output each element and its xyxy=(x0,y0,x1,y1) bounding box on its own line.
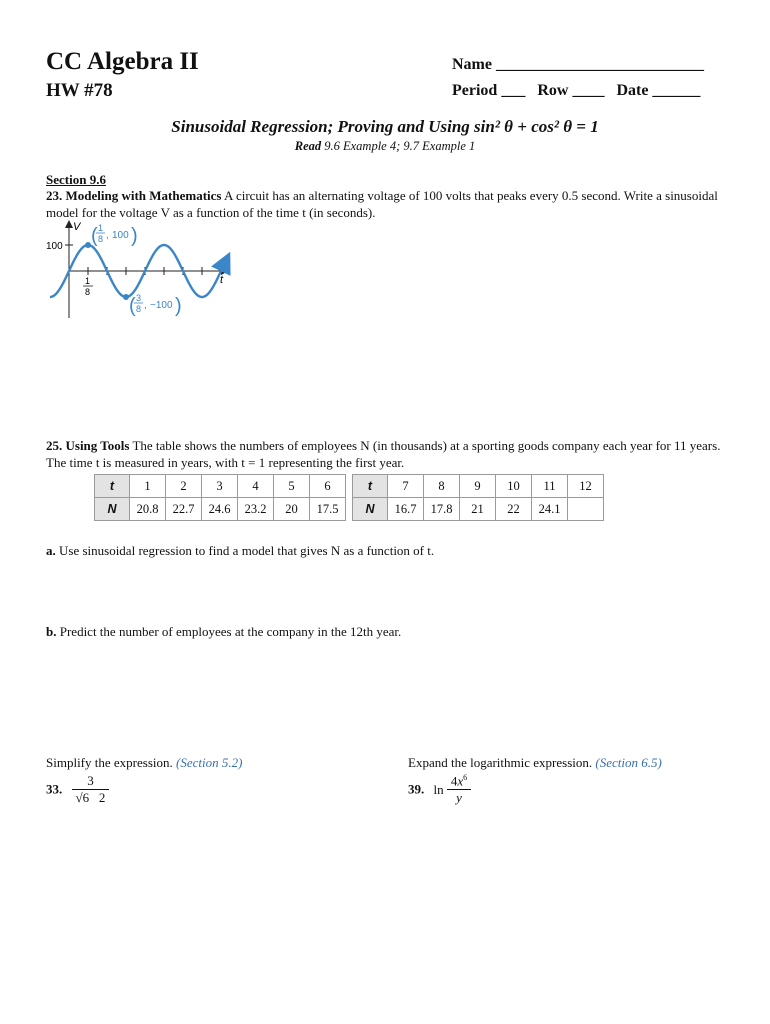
table-cell: 20 xyxy=(274,498,310,521)
table-cell: 23.2 xyxy=(238,498,274,521)
part-b-text: Predict the number of employees at the company in the 12th year. xyxy=(59,624,402,639)
x-tick-denominator: 8 xyxy=(85,287,91,297)
table-cell: 10 xyxy=(496,475,532,498)
homework-number: HW #78 xyxy=(46,80,113,101)
table-cell: 12 xyxy=(568,475,604,498)
table-cell: 3 xyxy=(202,475,238,498)
date-blank: ______ xyxy=(652,82,701,99)
expand-instruction xyxy=(408,754,738,771)
table-cell: 22 xyxy=(496,498,532,521)
row-blank: ____ xyxy=(572,82,605,99)
period-label: Period xyxy=(452,82,498,99)
read-label: Read xyxy=(294,139,322,153)
simplify-section-ref: (Section 5.2) xyxy=(176,755,243,770)
problem-33-fraction xyxy=(72,773,110,806)
svg-text:100: 100 xyxy=(112,230,129,241)
x-tick-numerator: 1 xyxy=(85,276,91,286)
table-cell: 20.8 xyxy=(130,498,166,521)
question-25-title: 25. Using Tools xyxy=(46,438,130,453)
svg-text:(: ( xyxy=(91,225,98,247)
fraction-numerator: $4x^6$ xyxy=(450,773,468,789)
table-cell: 1 xyxy=(130,475,166,498)
part-b-label: b. xyxy=(46,624,57,639)
name-line xyxy=(452,56,704,74)
table-cell: 17.5 xyxy=(310,498,346,521)
table-cell: 5 xyxy=(274,475,310,498)
part-a-text: Use sinusoidal regression to find a model that gives N as a function of t. xyxy=(59,543,435,558)
svg-text:,: , xyxy=(106,230,109,241)
question-23-title: 23. Modeling with Mathematics xyxy=(46,188,222,203)
table-cell: 9 xyxy=(460,475,496,498)
table-cell xyxy=(568,498,604,521)
problem-33 xyxy=(46,773,109,806)
question-25 xyxy=(46,437,726,471)
table-cell: 17.8 xyxy=(424,498,460,521)
y-tick-label: 100 xyxy=(46,241,63,252)
table-cell: 24.6 xyxy=(202,498,238,521)
name-blank: __________________________ xyxy=(495,56,704,73)
question-23 xyxy=(46,187,726,221)
simplify-instruction xyxy=(46,754,376,771)
row-label: Row xyxy=(537,82,569,99)
problem-39-fraction xyxy=(447,773,471,806)
svg-text:8: 8 xyxy=(98,234,104,244)
table-cell: 6 xyxy=(310,475,346,498)
table-row xyxy=(95,475,346,498)
fraction-numerator: 3 xyxy=(87,773,94,788)
peak-label xyxy=(91,223,138,247)
table-cell: 8 xyxy=(424,475,460,498)
voltage-graph xyxy=(40,218,240,323)
svg-text:1: 1 xyxy=(98,223,104,233)
t-axis-label: t xyxy=(220,274,224,286)
question-25-text: The table shows the numbers of employees N (in thousands) at a sporting goods company each year for 11 years. The time t is measured in years, with t = 1 representing the first year. xyxy=(46,438,721,470)
svg-text:(: ( xyxy=(129,295,136,317)
svg-text:8: 8 xyxy=(136,304,142,314)
table-cell: 11 xyxy=(532,475,568,498)
problem-33-number: 33. xyxy=(46,781,63,797)
svg-text:3: 3 xyxy=(136,293,142,303)
table-cell: 2 xyxy=(166,475,202,498)
n-header: N xyxy=(353,498,388,521)
table-row xyxy=(353,475,604,498)
question-23-text: A circuit has an alternating voltage of 100 volts that peaks every 0.5 second. Write a sinusoidal model for the voltage V as a function of the time t (in seconds). xyxy=(46,188,718,220)
problem-39 xyxy=(408,773,471,806)
t-header: t xyxy=(353,475,388,498)
v-axis-label: V xyxy=(73,221,81,233)
table-cell: 4 xyxy=(238,475,274,498)
table-row xyxy=(353,498,604,521)
svg-text:): ) xyxy=(175,295,182,317)
svg-text:): ) xyxy=(131,225,138,247)
expand-instruction-text: Expand the logarithmic expression. xyxy=(408,755,593,770)
n-header: N xyxy=(95,498,130,521)
svg-text:−100: −100 xyxy=(150,300,173,311)
table-row xyxy=(95,498,346,521)
period-row-date-line xyxy=(452,82,700,100)
svg-text:,: , xyxy=(144,300,147,311)
date-label: Date xyxy=(616,82,649,99)
expand-section-ref: (Section 6.5) xyxy=(595,755,662,770)
part-a-label: a. xyxy=(46,543,56,558)
assignment-title: Sinusoidal Regression; Proving and Using sin² θ + cos² θ = 1 xyxy=(171,117,599,136)
table-cell: 16.7 xyxy=(388,498,424,521)
question-25-part-b xyxy=(46,623,726,640)
trough-label xyxy=(129,293,182,317)
t-header: t xyxy=(95,475,130,498)
table-cell: 7 xyxy=(388,475,424,498)
question-25-part-a xyxy=(46,542,726,559)
employee-table-right xyxy=(352,474,604,521)
table-cell: 21 xyxy=(460,498,496,521)
section-heading: Section 9.6 xyxy=(46,172,106,187)
read-text: 9.6 Example 4; 9.7 Example 1 xyxy=(324,139,476,153)
name-label: Name xyxy=(452,56,492,73)
course-title: CC Algebra II xyxy=(46,48,199,75)
table-cell: 24.1 xyxy=(532,498,568,521)
problem-39-number: 39. xyxy=(408,781,425,797)
period-blank: ___ xyxy=(501,82,526,99)
fraction-denominator: √6 2 xyxy=(72,789,110,806)
table-cell: 22.7 xyxy=(166,498,202,521)
simplify-instruction-text: Simplify the expression. xyxy=(46,755,173,770)
fraction-denominator: y xyxy=(447,789,471,806)
reading-assignment xyxy=(0,139,770,154)
ln-operator: ln xyxy=(433,781,444,797)
employee-table-left xyxy=(94,474,346,521)
